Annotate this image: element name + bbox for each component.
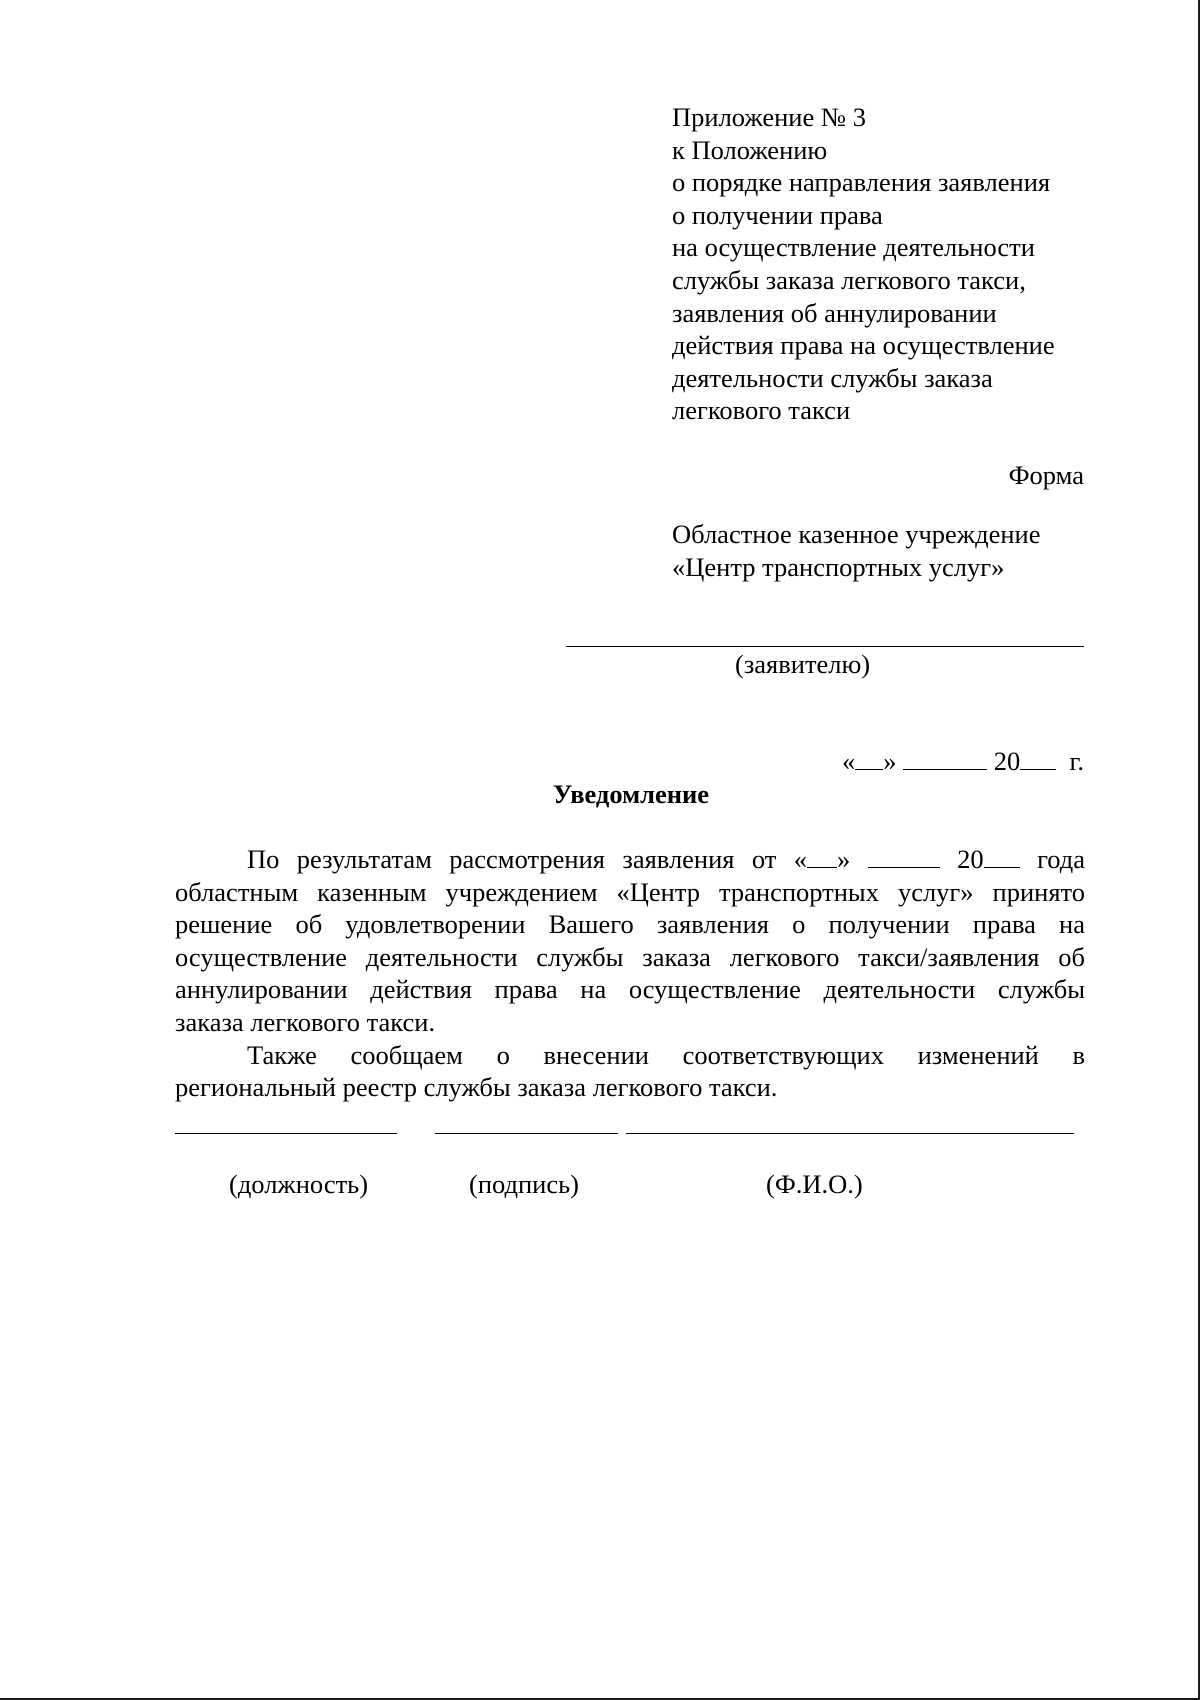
body-line: осуществление деятельности службы заказа легкового такси/заявления об <box>175 941 1085 972</box>
body-line: заказа легкового такси. <box>175 1006 436 1037</box>
name-caption: (Ф.И.О.) <box>766 1169 863 1199</box>
name-blank-line <box>626 1133 1074 1134</box>
notice-body <box>175 843 1085 1104</box>
recipient-caption: (заявителю) <box>735 649 871 679</box>
body-text: По результатам рассмотрения заявления от « <box>247 844 808 874</box>
position-caption: (должность) <box>229 1169 369 1199</box>
organization-line: Областное казенное учреждение <box>672 519 1041 549</box>
appendix-line: на осуществление деятельности <box>672 232 1035 263</box>
organization-block <box>672 518 1041 583</box>
body-text: года <box>1037 844 1086 874</box>
body-line: Также сообщаем о внесении соответствующих изменений в <box>247 1039 1085 1070</box>
body-line: региональный реестр службы заказа легкового такси. <box>175 1072 778 1103</box>
position-blank-line <box>175 1133 397 1134</box>
appendix-line: действия права на осуществление <box>672 330 1055 361</box>
appendix-line: о получении права <box>672 199 883 230</box>
body-text: 20 <box>957 844 984 874</box>
recipient-blank-line <box>566 646 1084 647</box>
year-blank <box>1020 747 1056 770</box>
appendix-line: к Положению <box>672 134 828 165</box>
organization-line: «Центр транспортных услуг» <box>672 551 1005 582</box>
date-open-quote: « <box>841 746 856 776</box>
appendix-line: легкового такси <box>672 395 851 426</box>
form-label: Форма <box>1008 460 1084 490</box>
appendix-header <box>672 101 1055 427</box>
day-blank <box>807 845 837 868</box>
appendix-line: деятельности службы заказа <box>672 362 993 393</box>
body-line: решение об удовлетворении Вашего заявления о получении права на <box>175 909 1085 940</box>
year-suffix: г. <box>1069 746 1084 776</box>
appendix-line: о порядке направления заявления <box>672 167 1051 198</box>
appendix-line: заявления об аннулировании <box>672 297 997 328</box>
notice-date-line <box>842 745 1084 778</box>
body-line: аннулировании действия права на осуществление деятельности службы <box>175 974 1085 1005</box>
signature-caption: (подпись) <box>469 1169 580 1199</box>
day-blank <box>855 747 883 770</box>
year-prefix: 20 <box>993 746 1021 776</box>
appendix-line: службы заказа легкового такси, <box>672 264 1026 295</box>
month-blank <box>868 845 940 868</box>
body-line: областным казенным учреждением «Центр транспортных услуг» принято <box>175 876 1085 907</box>
year-blank <box>984 845 1020 868</box>
appendix-line: Приложение № 3 <box>672 102 867 132</box>
document-title: Уведомление <box>552 779 710 809</box>
body-line <box>175 843 1085 876</box>
date-close-quote: » <box>883 746 897 776</box>
month-blank <box>903 747 987 770</box>
body-text: » <box>837 844 851 874</box>
signature-blank-line <box>435 1133 618 1134</box>
